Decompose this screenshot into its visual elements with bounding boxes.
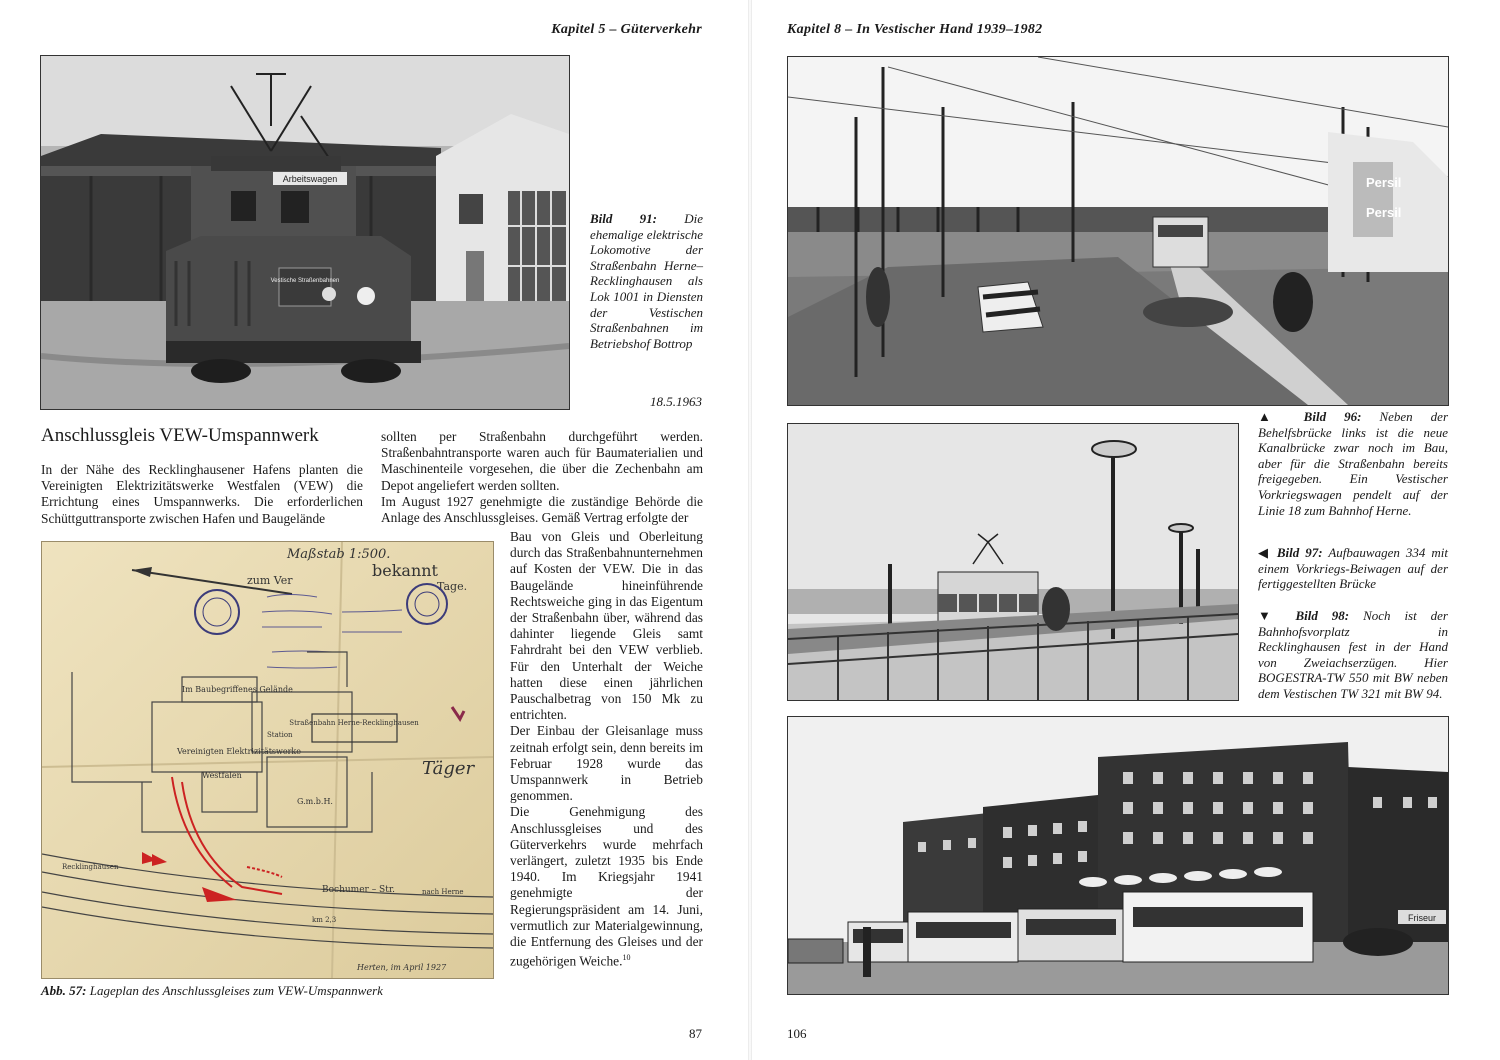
caption-bild91-text: Die ehemalige elektrische Lokomotive der Straßenbahn Herne–Recklinghausen als Lok 1001 in Diensten der Vestischen Straßenbahnen im Betriebshof Bottrop	[590, 211, 703, 351]
caption-bild97-text: Aufbauwagen 334 mit einem Vorkriegs-Beiwagen auf der fertiggestellten Brücke	[1258, 545, 1449, 592]
caption-bild91	[590, 211, 703, 351]
map-scale: Maßstab 1:500.	[287, 547, 391, 562]
left-page-header: Kapitel 5 – Güterverkehr	[551, 22, 702, 37]
body-column-1	[41, 462, 363, 527]
photo-bild96-canal-bridge	[787, 56, 1449, 406]
map-vereinigten: Vereinigten Elektrizitätswerke	[177, 747, 302, 756]
caption-bild96	[1258, 409, 1448, 518]
caption-bild91-date: 18.5.1963	[650, 394, 702, 409]
map-nach-herne: nach Herne	[422, 888, 464, 896]
map-footer: Herten, im April 1927	[357, 963, 447, 972]
sign-shop: Friseur	[1407, 913, 1437, 923]
figure-abb57-site-plan	[41, 541, 494, 979]
left-page-number: 87	[689, 1026, 702, 1041]
caption-bild96-text: Neben der Behelfsbrücke links ist die neue Kanalbrücke zwar noch im Bau, aber für die Straßenbahn bereits freigegeben. Ein Vestischer Vorkriegswagen pendelt auf der Linie 18 zum Bahnhof Herne.	[1258, 409, 1449, 518]
footnote-ref: 10	[622, 953, 631, 963]
triangle-up-icon: ▲	[1258, 409, 1286, 424]
loco-sign-text: Arbeitswagen	[282, 174, 338, 184]
photo-bild98-station-square	[787, 716, 1449, 995]
right-page-header: Kapitel 8 – In Vestischer Hand 1939–1982	[787, 22, 1043, 37]
caption-bild98-title: Bild 98:	[1295, 608, 1350, 623]
body-paragraph	[510, 804, 703, 970]
body-paragraph: Im August 1927 genehmigte die zuständige Behörde die Anlage des Anschlussgleises. Gemäß Vertrag erfolgte der	[381, 493, 703, 526]
body-paragraph: Bau von Gleis und Oberleitung durch das Straßenbahnunternehmen auf Kosten der VEW. Die in das Baugelände hineinführende Rechtsweiche ging in das Eigentum der Straßenbahn über, während das dahinter liegende Gleis samt Fahrdraht bei den VEW verblieb. Für den Unterhalt der Weiche hatten diese einen jährlichen Pauschalbetrag von 150 Mk zu entrichten.	[510, 529, 703, 723]
map-signature: Täger	[422, 758, 475, 779]
map-tage: Tage.	[437, 580, 468, 593]
body-paragraph: sollten per Straßenbahn durchgeführt werden. Straßenbahntransporte waren auch für Baumaterialien und Maschinenteile vorgesehen, die über die Zechenbahn am Depot angeliefert werden sollten.	[381, 429, 703, 493]
caption-bild96-title: Bild 96:	[1303, 409, 1362, 424]
map-recklinghausen: Recklinghausen	[62, 863, 119, 871]
photo-bild91-locomotive	[40, 55, 570, 410]
map-zum: zum Ver	[247, 574, 293, 587]
caption-abb57-title: Abb. 57:	[41, 983, 87, 998]
body-column-3	[510, 529, 703, 970]
map-bekannt: bekannt	[372, 561, 438, 580]
caption-bild97-title: Bild 97:	[1276, 545, 1323, 560]
map-km: km 2,3	[312, 916, 337, 924]
caption-abb57	[41, 983, 383, 999]
triangle-left-icon: ◀	[1258, 545, 1271, 560]
caption-bild97	[1258, 545, 1448, 592]
sign-persil-2: Persil	[1366, 205, 1402, 220]
section-title: Anschlussgleis VEW-Umspannwerk	[41, 425, 319, 446]
body-paragraph-text: Die Genehmigung des Anschlussgleises und des Güterverkehrs wurde mehrfach verlängert, zuletzt 1935 bis Ende 1940. Im Kriegsjahr 1941 genehmigte der Regierungspräsident am 14. Juni, vermutlich zur Materialgewinnung, die Entfernung des Gleises und der zugehörigen Weiche.	[510, 804, 703, 969]
map-street: Bochumer – Str.	[322, 885, 396, 895]
caption-bild98	[1258, 608, 1448, 702]
body-column-2	[381, 429, 703, 526]
body-paragraph: Der Einbau der Gleisanlage muss zeitnah erfolgt sein, denn bereits im Februar 1928 wurde das Umspannwerk in Betrieb genommen.	[510, 723, 703, 804]
page-gutter	[748, 0, 752, 1060]
triangle-down-icon: ▼	[1258, 608, 1282, 623]
photo-bild97-bridge-tram	[787, 423, 1239, 701]
caption-bild98-text: Noch ist der Bahnhofsvorplatz in Recklinghausen fest in der Hand von Zweiachserzügen. Hier BOGESTRA-TW 550 mit BW neben dem Vestischen TW 321 mit BW 94.	[1258, 608, 1448, 701]
map-stamp: Straßenbahn Herne-Recklinghausen	[289, 719, 419, 727]
map-westfalen: Westfalen	[202, 771, 242, 780]
caption-bild91-title: Bild 91:	[590, 211, 657, 226]
sign-persil-1: Persil	[1366, 175, 1402, 190]
map-gmbh: G.m.b.H.	[297, 797, 333, 806]
map-gelaende: Im Baubegriffenes Gelände	[182, 685, 293, 694]
right-page-number: 106	[787, 1026, 807, 1041]
map-station: Station	[267, 731, 293, 739]
caption-abb57-text: Lageplan des Anschlussgleises zum VEW-Umspannwerk	[89, 983, 383, 998]
body-paragraph: In der Nähe des Recklinghausener Hafens planten die Vereinigten Elektrizitätswerke Westfalen (VEW) die Errichtung eines Umspannwerks. Die erforderlichen Schüttguttransporte zwischen Hafen und Baugelände	[41, 462, 363, 526]
loco-plate-text: Vestische Straßenbahnen	[270, 278, 340, 284]
